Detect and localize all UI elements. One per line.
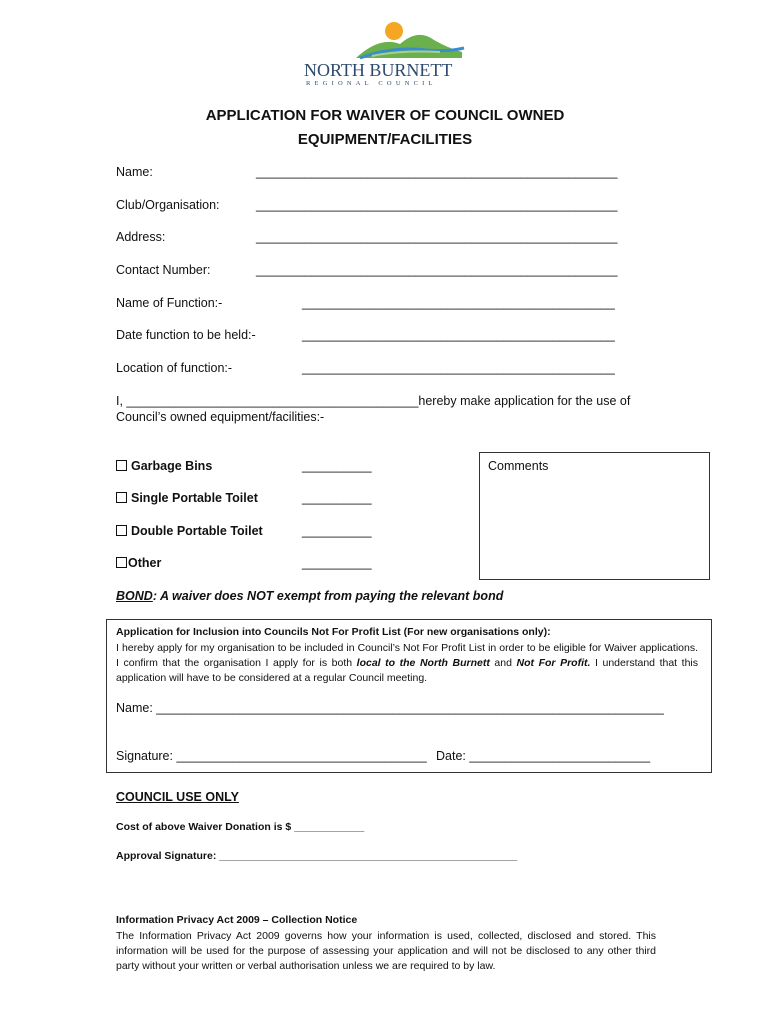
inclusion-name-row: Name: _________________________________________________________________________ [116, 701, 664, 715]
address-label: Address: [116, 230, 166, 244]
equipment-item-double-toilet[interactable]: Double Portable Toilet [116, 524, 263, 538]
equipment-item-garbage-bins[interactable]: Garbage Bins [116, 459, 212, 473]
checkbox-icon[interactable] [116, 460, 127, 471]
approval-signature-field[interactable]: ___________________________________________________ [219, 850, 518, 862]
logo-subtitle: REGIONAL COUNCIL [306, 80, 437, 87]
approval-signature-row: Approval Signature: ___________________________________________________ [116, 850, 518, 862]
checkbox-icon[interactable] [116, 492, 127, 503]
declarant-name-field[interactable]: __________________________________________ [126, 394, 419, 408]
page-title: APPLICATION FOR WAIVER OF COUNCIL OWNED EQUIPMENT/FACILITIES [205, 107, 565, 148]
contact-label: Contact Number: [116, 263, 211, 277]
bond-notice: BOND: A waiver does NOT exempt from paying the relevant bond [116, 589, 504, 603]
comments-box[interactable] [479, 452, 710, 580]
equipment-quantity-field[interactable]: __________ [302, 556, 372, 570]
inclusion-date-row: Date: __________________________ [436, 749, 651, 763]
function-name-label: Name of Function:- [116, 296, 223, 310]
inclusion-heading: Application for Inclusion into Councils Not For Profit List (For new organisations only): [116, 626, 551, 638]
equipment-item-single-toilet[interactable]: Single Portable Toilet [116, 491, 258, 505]
waiver-cost-row: Cost of above Waiver Donation is $ ____________ [116, 821, 365, 833]
logo-name: NORTH BURNETT [304, 60, 453, 80]
contact-field[interactable]: ____________________________________________________ [256, 263, 618, 277]
equipment-quantity-field[interactable]: __________ [302, 459, 372, 473]
declaration-line-2: Council’s owned equipment/facilities:- [116, 410, 325, 424]
club-label: Club/Organisation: [116, 198, 220, 212]
inclusion-body: I hereby apply for my organisation to be included in Council’s Not For Profit List in order to be eligible for Waiver applications. I confirm that the organisation I apply for is both local to the North Burnett and Not For Profit. I understand that this application will have to be considered at a regular Council meeting. [116, 642, 699, 684]
equipment-item-other[interactable]: Other [116, 556, 161, 570]
club-field[interactable]: ____________________________________________________ [256, 198, 618, 212]
function-location-label: Location of function:- [116, 361, 233, 375]
inclusion-box [106, 619, 712, 773]
privacy-heading: Information Privacy Act 2009 – Collection Notice [116, 914, 358, 926]
signature-field[interactable]: ____________________________________ [176, 749, 427, 763]
council-use-heading: COUNCIL USE ONLY [116, 790, 239, 804]
name-label: Name: [116, 165, 153, 179]
function-date-label: Date function to be held:- [116, 328, 256, 342]
name-field[interactable]: ____________________________________________________ [256, 165, 618, 179]
function-name-field[interactable]: _____________________________________________ [302, 296, 615, 310]
privacy-body: The Information Privacy Act 2009 governs how your information is used, collected, disclosed and stored. This information will be used for the purpose of assessing your application and will not be disclosed to any other third party without your written or verbal authorisation unless we are required to by law. [116, 930, 656, 972]
function-date-field[interactable]: _____________________________________________ [302, 328, 615, 342]
date-field[interactable]: __________________________ [469, 749, 651, 763]
checkbox-icon[interactable] [116, 557, 127, 568]
function-location-field[interactable]: _____________________________________________ [302, 361, 615, 375]
equipment-quantity-field[interactable]: __________ [302, 491, 372, 505]
declaration-line: I, __________________________________________hereby make application for the use of [116, 394, 631, 408]
checkbox-icon[interactable] [116, 525, 127, 536]
waiver-cost-field[interactable]: ____________ [294, 821, 365, 833]
inclusion-signature-row: Signature: ____________________________________ [116, 749, 427, 763]
logo-sun [385, 22, 403, 40]
council-logo [300, 18, 468, 88]
address-field[interactable]: ____________________________________________________ [256, 230, 618, 244]
inclusion-name-field[interactable]: _________________________________________________________________________ [156, 701, 664, 715]
comments-label: Comments [488, 459, 549, 473]
equipment-quantity-field[interactable]: __________ [302, 524, 372, 538]
